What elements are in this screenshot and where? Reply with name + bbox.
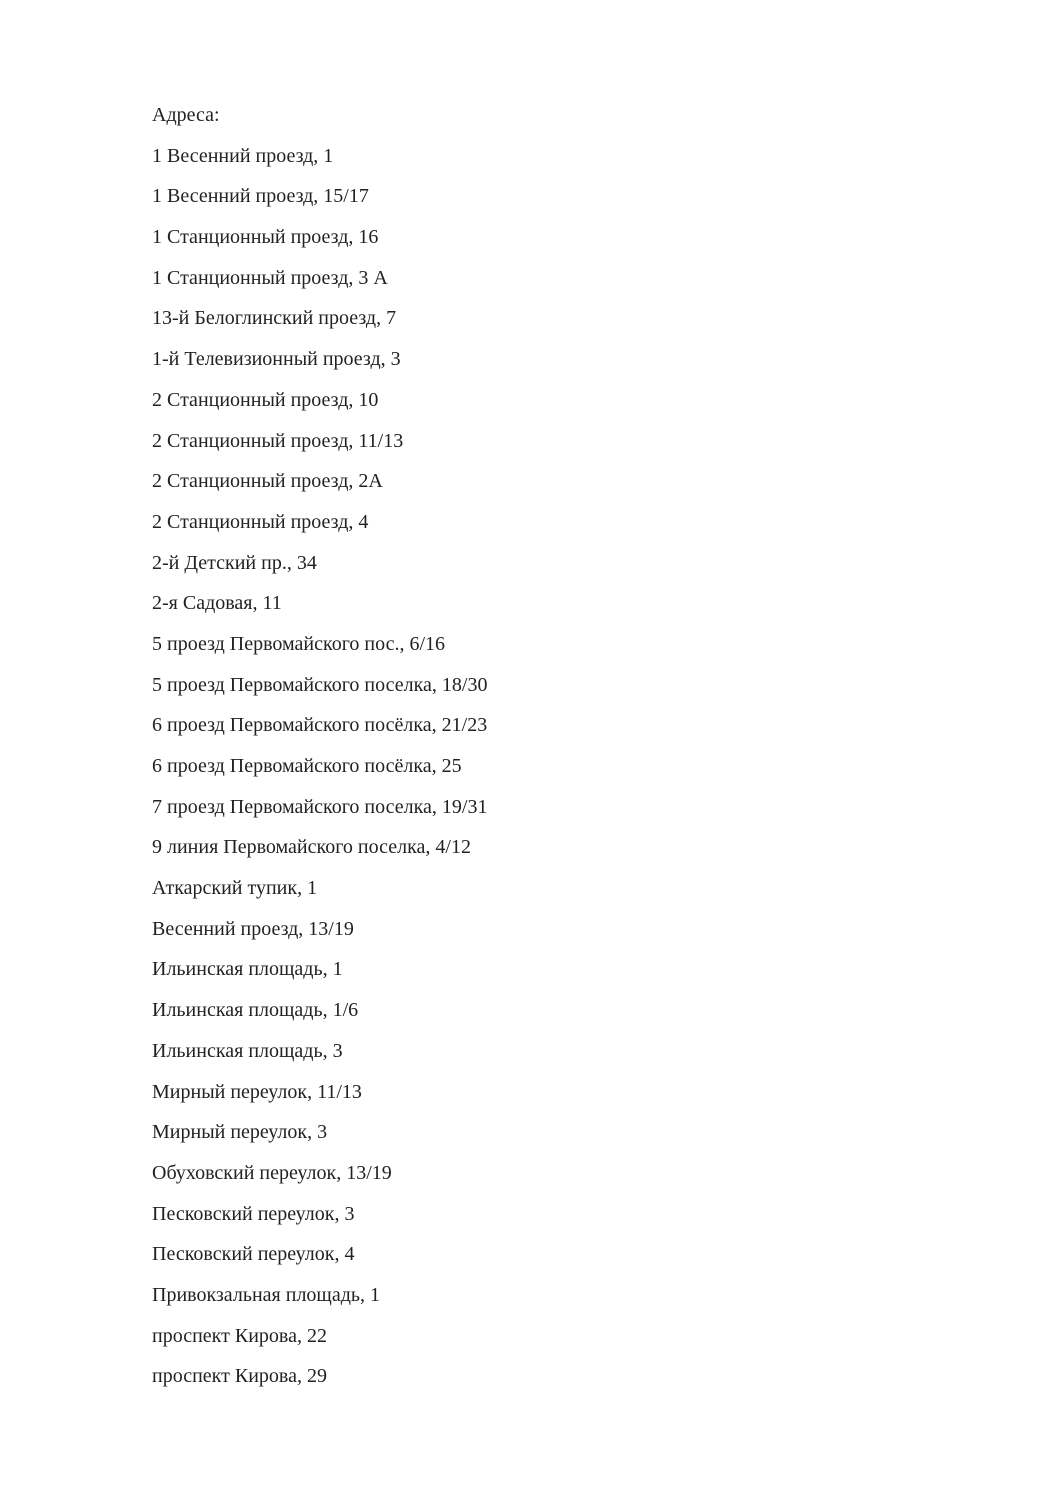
address-item: проспект Кирова, 29 — [152, 1365, 327, 1388]
address-item: 13-й Белоглинский проезд, 7 — [152, 307, 397, 330]
document-content — [152, 100, 487, 1402]
address-item: Обуховский переулок, 13/19 — [152, 1161, 392, 1184]
address-item: 5 проезд Первомайского пос., 6/16 — [152, 632, 446, 655]
address-list — [152, 141, 487, 1402]
address-item: Песковский переулок, 3 — [152, 1202, 355, 1225]
address-item: 1 Весенний проезд, 1 — [152, 144, 334, 167]
address-item: 2 Станционный проезд, 11/13 — [152, 429, 404, 452]
address-item: 2 Станционный проезд, 10 — [152, 388, 379, 411]
address-item: проспект Кирова, 22 — [152, 1324, 327, 1347]
address-item: 1-й Телевизионный проезд, 3 — [152, 348, 401, 371]
address-item: Песковский переулок, 4 — [152, 1243, 355, 1266]
address-item: Ильинская площадь, 3 — [152, 1039, 343, 1062]
address-item: 1 Станционный проезд, 16 — [152, 226, 379, 249]
address-item: 2-я Садовая, 11 — [152, 592, 282, 615]
document-heading: Адреса: — [152, 104, 220, 126]
address-item: Весенний проезд, 13/19 — [152, 917, 354, 940]
address-item: 1 Весенний проезд, 15/17 — [152, 185, 369, 208]
address-item: 6 проезд Первомайского посёлка, 25 — [152, 755, 462, 777]
address-item: Ильинская площадь, 1 — [152, 958, 343, 981]
address-item: 1 Станционный проезд, 3 А — [152, 266, 388, 289]
address-item: Ильинская площадь, 1/6 — [152, 999, 359, 1022]
address-item: 2-й Детский пр., 34 — [152, 551, 317, 574]
address-item: Привокзальная площадь, 1 — [152, 1283, 380, 1306]
address-item: Мирный переулок, 3 — [152, 1121, 328, 1144]
address-item: 6 проезд Первомайского посёлка, 21/23 — [152, 714, 488, 737]
address-item: 2 Станционный проезд, 4 — [152, 510, 369, 533]
address-item: 5 проезд Первомайского поселка, 18/30 — [152, 673, 488, 696]
address-item: 7 проезд Первомайского поселка, 19/31 — [152, 795, 488, 818]
address-item: 2 Станционный проезд, 2А — [152, 470, 383, 493]
address-item: Мирный переулок, 11/13 — [152, 1080, 362, 1103]
address-item: 9 линия Первомайского поселка, 4/12 — [152, 836, 471, 859]
address-item: Аткарский тупик, 1 — [152, 877, 318, 900]
